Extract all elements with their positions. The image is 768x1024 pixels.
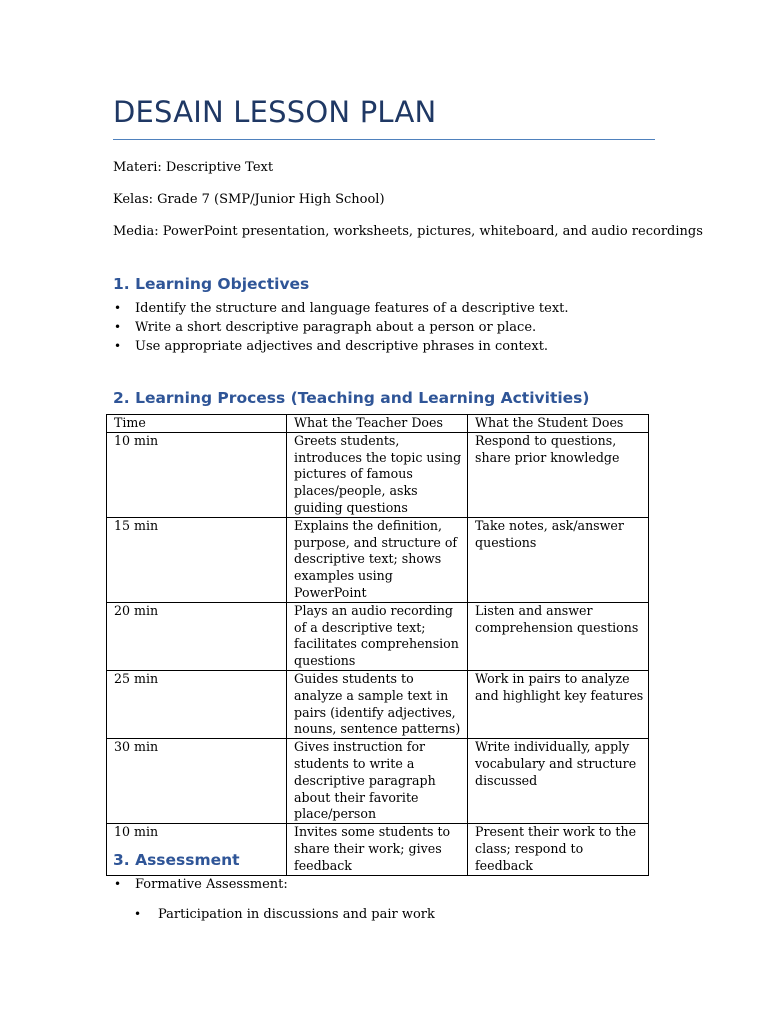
table-row	[107, 517, 649, 602]
student-cell: Work in pairs to analyze and highlight key features	[468, 670, 649, 738]
time-cell: 10 min	[107, 432, 287, 517]
list-item	[113, 318, 569, 337]
table-header-cell: Time	[107, 415, 287, 433]
objective-text: Identify the structure and language features of a descriptive text.	[135, 301, 569, 316]
section-heading-process: 2. Learning Process (Teaching and Learning Activities)	[113, 389, 590, 407]
student-cell: Present their work to the class; respond to feedback	[468, 824, 649, 875]
objective-text: Write a short descriptive paragraph about a person or place.	[135, 320, 537, 335]
table-header-cell: What the Teacher Does	[287, 415, 468, 433]
bullet-icon: •	[114, 301, 122, 315]
materi-line: Materi: Descriptive Text	[113, 160, 274, 175]
table-row	[107, 670, 649, 738]
bullet-icon: •	[114, 320, 122, 334]
document-title: DESAIN LESSON PLAN	[113, 95, 437, 129]
assessment-text: Formative Assessment:	[135, 877, 288, 892]
list-item	[113, 299, 569, 318]
section-heading-objectives: 1. Learning Objectives	[113, 275, 310, 293]
time-cell: 15 min	[107, 517, 287, 602]
teacher-cell: Invites some students to share their work; gives feedback	[287, 824, 468, 875]
list-item	[113, 875, 288, 894]
student-cell: Take notes, ask/answer questions	[468, 517, 649, 602]
table-header-row	[107, 415, 649, 433]
teacher-cell: Plays an audio recording of a descriptive text; facilitates comprehension questions	[287, 602, 468, 670]
bullet-icon: •	[114, 339, 122, 353]
section-heading-assessment: 3. Assessment	[113, 851, 240, 869]
time-cell: 20 min	[107, 602, 287, 670]
title-underline	[113, 139, 655, 140]
teacher-cell: Explains the definition, purpose, and structure of descriptive text; shows examples using PowerPoint	[287, 517, 468, 602]
teacher-cell: Gives instruction for students to write a descriptive paragraph about their favorite place/person	[287, 739, 468, 824]
bullet-icon: •	[134, 907, 142, 921]
teacher-cell: Guides students to analyze a sample text in pairs (identify adjectives, nouns, sentence patterns)	[287, 670, 468, 738]
table-row	[107, 602, 649, 670]
assessment-list	[113, 875, 288, 894]
student-cell: Listen and answer comprehension questions	[468, 602, 649, 670]
bullet-icon: •	[114, 877, 122, 891]
table-header-cell: What the Student Does	[468, 415, 649, 433]
list-item	[113, 337, 569, 356]
assessment-sub-text: Participation in discussions and pair work	[158, 907, 435, 922]
time-cell: 10 min	[107, 824, 287, 875]
media-line: Media: PowerPoint presentation, worksheets, pictures, whiteboard, and audio recordings	[113, 224, 703, 239]
time-cell: 30 min	[107, 739, 287, 824]
student-cell: Write individually, apply vocabulary and structure discussed	[468, 739, 649, 824]
objective-text: Use appropriate adjectives and descriptive phrases in context.	[135, 339, 549, 354]
kelas-line: Kelas: Grade 7 (SMP/Junior High School)	[113, 192, 385, 207]
table-row	[107, 739, 649, 824]
objectives-list	[113, 299, 569, 356]
lesson-activities-table	[106, 414, 649, 876]
student-cell: Respond to questions, share prior knowledge	[468, 432, 649, 517]
teacher-cell: Greets students, introduces the topic using pictures of famous places/people, asks guiding questions	[287, 432, 468, 517]
time-cell: 25 min	[107, 670, 287, 738]
table-row	[107, 432, 649, 517]
